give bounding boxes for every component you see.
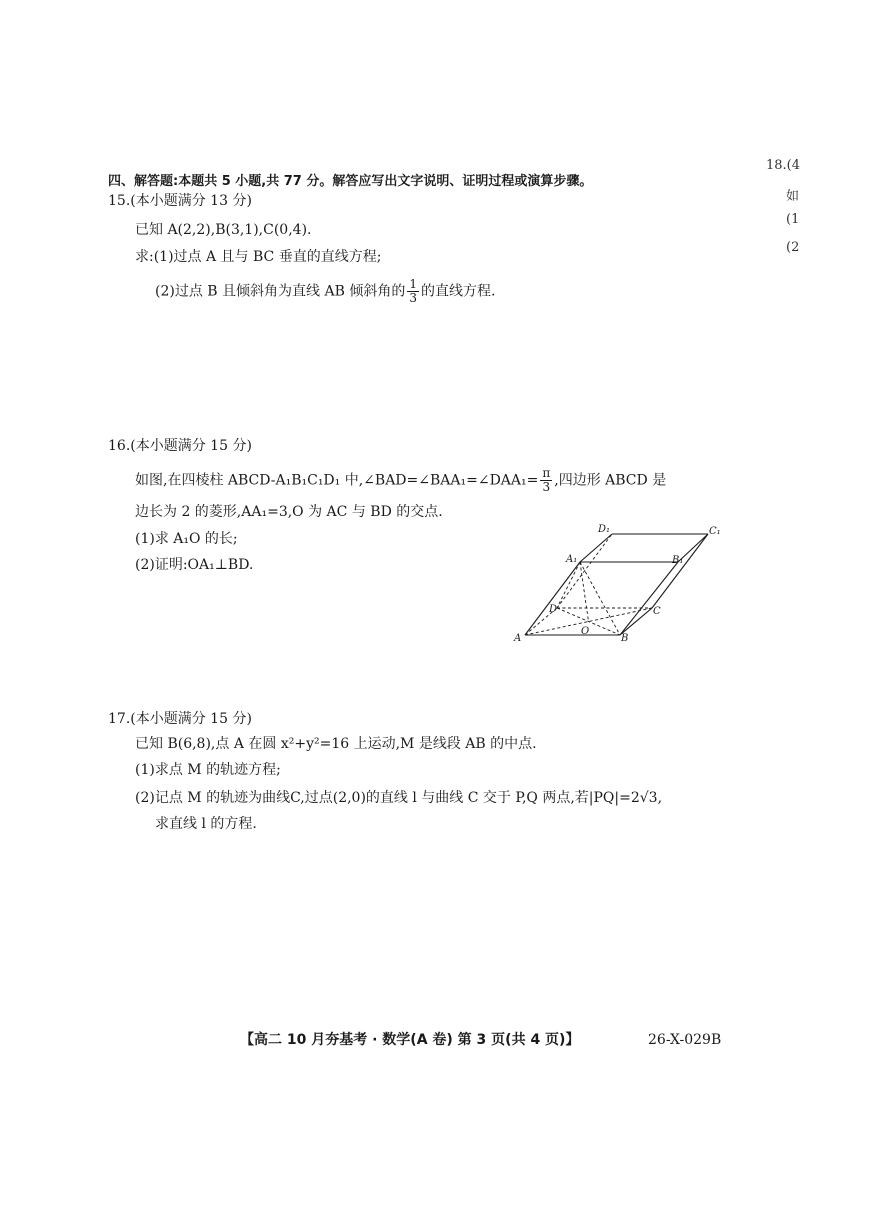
- q15-score: (本小题满分 13 分): [130, 193, 252, 209]
- edge-AA1: [525, 562, 580, 635]
- prism-hidden-edges: [525, 534, 652, 635]
- edge-BB1: [620, 562, 678, 635]
- label-C: C: [653, 606, 661, 617]
- q17-given: 已知 B(6,8),点 A 在圆 x²+y²=16 上运动,M 是线段 AB 的中点.: [135, 736, 537, 752]
- q17-part1: (1)求点 M 的轨迹方程;: [135, 762, 281, 778]
- page-footer-code: 26-X-029B: [648, 1032, 722, 1048]
- q16-fraction: [540, 467, 552, 494]
- q15-part2-tail: 的直线方程.: [420, 283, 496, 300]
- label-B1: B₁: [672, 555, 684, 566]
- q15-given: 已知 A(2,2),B(3,1),C(0,4).: [135, 222, 312, 238]
- q17-score: (本小题满分 15 分): [130, 711, 252, 727]
- q15-part2-text: (2)过点 B 且倾斜角为直线 AB 倾斜角的: [155, 283, 406, 300]
- edge-A1D1: [580, 534, 612, 562]
- q17-part2-line1: (2)记点 M 的轨迹为曲线C,过点(2,0)的直线 l 与曲线 C 交于 P,Q 两点,若|PQ|=2√3,: [135, 790, 663, 806]
- q16-header: [108, 437, 252, 455]
- q17-part2-line2: 求直线 l 的方程.: [155, 816, 257, 832]
- q16-line2: 边长为 2 的菱形,AA₁=3,O 为 AC 与 BD 的交点.: [135, 504, 443, 520]
- q16-score: (本小题满分 15 分): [130, 438, 252, 454]
- q16-line1-text: 如图,在四棱柱 ABCD-A₁B₁C₁D₁ 中,∠BAD=∠BAA₁=∠DAA₁=: [135, 472, 539, 489]
- edge-DD1: [557, 534, 612, 608]
- fraction-denominator: 3: [409, 291, 417, 305]
- segment-A1B: [580, 562, 620, 635]
- prism-solid-edges: [525, 534, 708, 635]
- q15-part2: [155, 278, 495, 305]
- margin-fragment: (2: [786, 240, 800, 255]
- label-O: O: [581, 626, 590, 637]
- q17-number: 17.: [108, 711, 131, 727]
- label-C1: C₁: [709, 526, 721, 537]
- margin-fragment: 18.(4: [766, 158, 801, 173]
- label-D: D: [549, 604, 558, 615]
- page-footer-title: 【高二 10 月夯基考 · 数学(A 卷) 第 3 页(共 4 页)】: [240, 1032, 580, 1048]
- label-A1: A₁: [566, 554, 578, 565]
- q16-line1: [135, 467, 666, 494]
- q16-number: 16.: [108, 438, 131, 454]
- q15-number: 15.: [108, 193, 131, 209]
- q16-part1: (1)求 A₁O 的长;: [135, 531, 238, 547]
- fraction-numerator: 1: [409, 277, 417, 291]
- margin-fragment: 如: [786, 189, 800, 204]
- label-D1: D₁: [598, 524, 611, 535]
- label-B: B: [621, 633, 629, 644]
- q15-part1: 求:(1)过点 A 且与 BC 垂直的直线方程;: [135, 249, 382, 265]
- fraction-numerator: π: [542, 466, 551, 480]
- edge-BC: [620, 608, 652, 635]
- q16-line1-tail: ,四边形 ABCD 是: [554, 472, 667, 489]
- section-heading: 四、解答题:本题共 5 小题,共 77 分。解答应写出文字说明、证明过程或演算步骤。: [108, 174, 593, 189]
- q16-part2: (2)证明:OA₁⊥BD.: [135, 557, 254, 573]
- edge-CC1: [652, 534, 708, 608]
- segment-A1D: [557, 562, 580, 608]
- fraction-denominator: 3: [542, 480, 551, 494]
- q15-header: [108, 192, 252, 210]
- q15-fraction: [407, 278, 419, 305]
- label-A: A: [514, 633, 522, 644]
- q17-header: [108, 710, 252, 728]
- prism-figure: [510, 520, 725, 645]
- margin-fragment: (1: [786, 212, 800, 227]
